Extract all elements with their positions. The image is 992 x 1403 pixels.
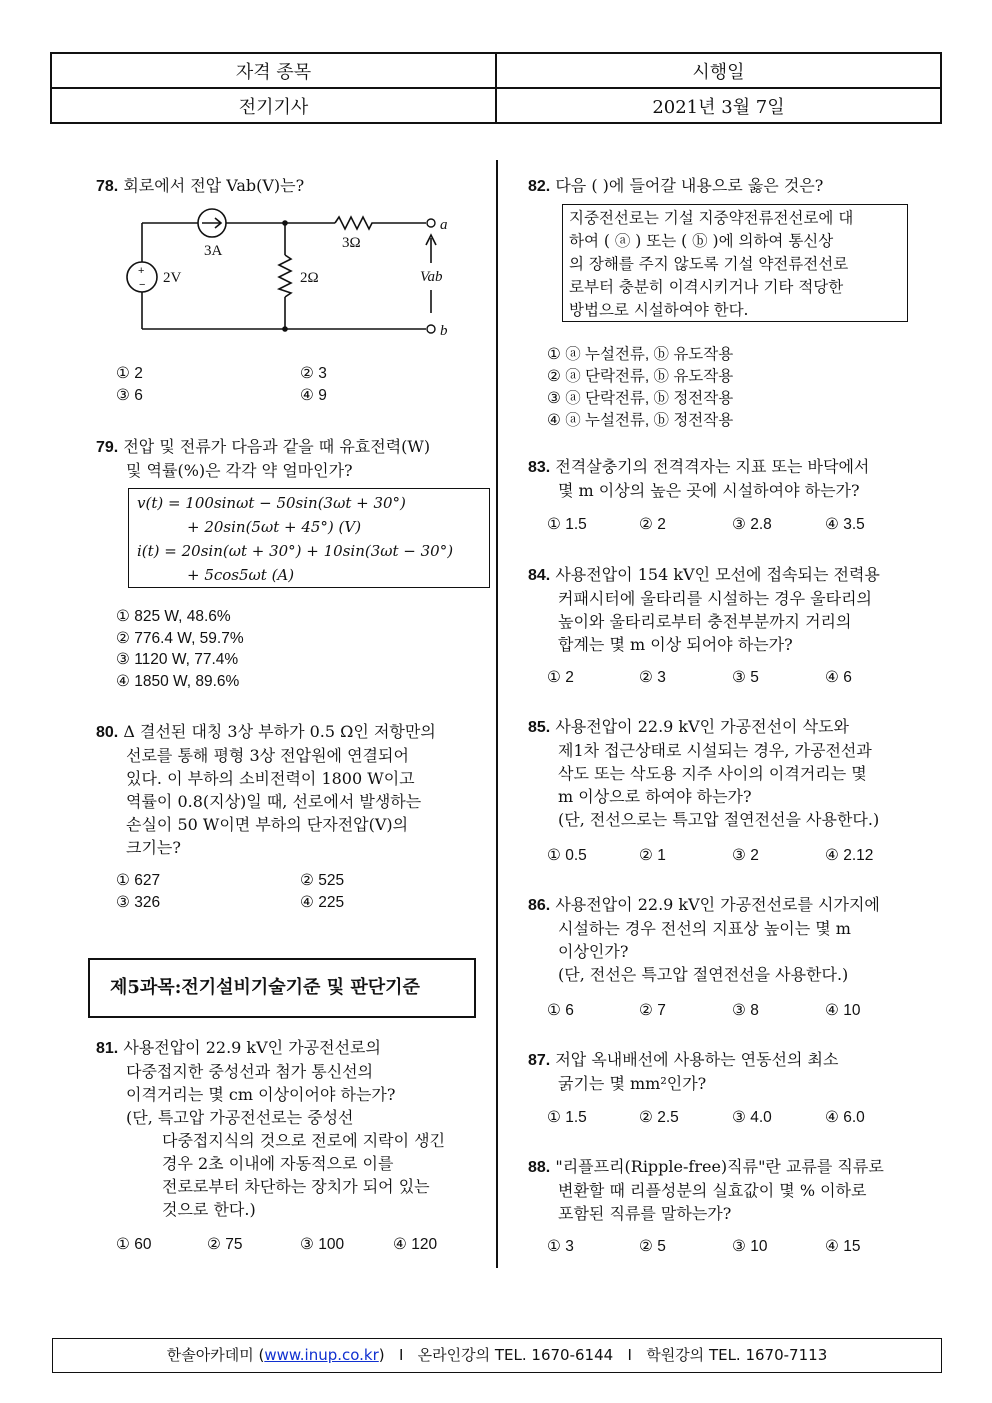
option[interactable]: ④ 6 [825, 669, 852, 686]
question-note: 전로로부터 차단하는 장치가 되어 있는 [162, 1177, 430, 1196]
question-line: 제1차 접근상태로 시설되는 경우, 가공전선과 [558, 741, 872, 760]
question-line: m 이상으로 하여야 하는가? [558, 787, 752, 806]
circuit-diagram [120, 205, 460, 340]
header-date-label: 시행일 [496, 53, 941, 88]
footer-website-link[interactable]: www.inup.co.kr [264, 1346, 379, 1364]
exam-header-table [50, 52, 942, 124]
formula-box-79 [128, 488, 490, 588]
question-80 [96, 720, 436, 859]
svg-text:+: + [138, 265, 145, 277]
question-text: 회로에서 전압 Vab(V)는? [123, 176, 305, 195]
question-number: 79. [96, 439, 119, 456]
option[interactable]: ① 6 [547, 1002, 574, 1019]
option[interactable]: ② 525 [300, 872, 345, 889]
question-number: 78. [96, 178, 119, 195]
option[interactable]: ② 776.4 W, 59.7% [116, 630, 244, 647]
option[interactable]: ④ 2.12 [825, 847, 874, 864]
question-84 [528, 563, 880, 656]
page-footer [52, 1338, 942, 1373]
question-line: 합계는 몇 m 이상 되어야 하는가? [558, 635, 793, 654]
question-number: 83. [528, 459, 551, 476]
question-line: 포함된 직류를 말하는가? [558, 1204, 732, 1223]
option[interactable]: ③ 4.0 [732, 1109, 772, 1126]
footer-academy: 한솔아카데미 ( [166, 1346, 265, 1364]
statement-line: 의 장해를 주지 않도록 기설 약전류전선로 [569, 255, 849, 273]
option[interactable]: ③ 1120 W, 77.4% [116, 651, 239, 668]
question-number: 86. [528, 897, 551, 914]
label-vab: Vab [420, 269, 443, 285]
option[interactable]: ① 0.5 [547, 847, 587, 864]
option[interactable]: ② 7 [639, 1002, 666, 1019]
statement-line: 하여 ( ⓐ ) 또는 ( ⓑ )에 의하여 통신상 [569, 232, 834, 250]
option[interactable]: ① 1.5 [547, 516, 587, 533]
question-line: 시설하는 경우 전선의 지표상 높이는 몇 m [558, 919, 851, 938]
question-79 [96, 435, 430, 482]
option[interactable]: ② 3 [639, 669, 666, 686]
question-line: 손실이 50 W이면 부하의 단자전압(V)의 [126, 815, 409, 834]
option[interactable]: ① 627 [116, 872, 161, 889]
option[interactable]: ① 2 [547, 669, 574, 686]
question-line: 있다. 이 부하의 소비전력이 1800 W이고 [126, 769, 415, 788]
option[interactable]: ③ 5 [732, 669, 759, 686]
svg-text:−: − [139, 279, 146, 291]
statement-box-82 [562, 204, 908, 322]
question-78 [96, 174, 304, 198]
question-83 [528, 455, 869, 502]
option[interactable]: ② 75 [207, 1236, 243, 1253]
option[interactable]: ③ 2 [732, 847, 759, 864]
formula-line: + 5cos5ωt (A) [187, 566, 295, 584]
option[interactable]: ③ 100 [300, 1236, 345, 1253]
question-87 [528, 1048, 838, 1095]
question-line: 커패시터에 울타리를 시설하는 경우 울타리의 [558, 589, 873, 608]
question-number: 80. [96, 724, 119, 741]
statement-line: 방법으로 시설하여야 한다. [569, 301, 749, 319]
label-current-source: 3A [204, 243, 223, 259]
option[interactable]: ② 2 [639, 516, 666, 533]
question-82 [528, 174, 823, 198]
header-date-value: 2021년 3월 7일 [496, 88, 941, 123]
question-line: 몇 m 이상의 높은 곳에 시설하여야 하는가? [558, 481, 860, 500]
question-line: 크기는? [126, 838, 181, 857]
option[interactable]: ④ ⓐ 누설전류, ⓑ 정전작용 [547, 412, 734, 429]
option[interactable]: ① 2 [116, 365, 143, 382]
question-line: 이격거리는 몇 cm 이상이어야 하는가? [126, 1085, 396, 1104]
question-note: 경우 2초 이내에 자동적으로 이를 [162, 1154, 394, 1173]
option[interactable]: ③ 8 [732, 1002, 759, 1019]
option[interactable]: ② 5 [639, 1238, 666, 1255]
formula-line: v(t) = 100sinωt − 50sin(3ωt + 30°) [137, 494, 406, 512]
question-81 [96, 1036, 445, 1221]
option[interactable]: ③ ⓐ 단락전류, ⓑ 정전작용 [547, 390, 734, 407]
label-series-resistor: 3Ω [342, 235, 361, 251]
question-line: 사용전압이 154 kV인 모선에 접속되는 전력용 [555, 565, 880, 584]
question-line: 굵기는 몇 mm²인가? [558, 1074, 707, 1093]
question-line: 및 역률(%)은 각각 약 얼마인가? [126, 461, 353, 480]
question-number: 88. [528, 1159, 551, 1176]
question-note: (단, 전선은 특고압 절연전선을 사용한다.) [558, 965, 849, 984]
statement-line: 지중전선로는 기설 지중약전류전선로에 대 [569, 209, 854, 227]
header-subject-value: 전기기사 [51, 88, 496, 123]
question-88 [528, 1155, 884, 1225]
section-heading: 제5과목:전기설비기술기준 및 판단기준 [88, 958, 476, 1018]
question-number: 84. [528, 567, 551, 584]
question-line: 높이와 울타리로부터 충전부분까지 거리의 [558, 612, 852, 631]
option[interactable]: ④ 10 [825, 1002, 861, 1019]
option[interactable]: ④ 120 [393, 1236, 438, 1253]
question-line: 이상인가? [558, 942, 629, 961]
question-number: 85. [528, 719, 551, 736]
option[interactable]: ④ 9 [300, 387, 327, 404]
label-node-b: b [440, 323, 448, 339]
option[interactable]: ② ⓐ 단락전류, ⓑ 유도작용 [547, 368, 734, 385]
question-note: 다중접지식의 것으로 전로에 지락이 생긴 [162, 1131, 446, 1150]
question-line: 전격살충기의 전격격자는 지표 또는 바닥에서 [555, 457, 870, 476]
footer-contact: ) I 온라인강의 TEL. 1670-6144 I 학원강의 TEL. 1670-7113 [378, 1346, 828, 1364]
option[interactable]: ① 1.5 [547, 1109, 587, 1126]
question-note: (단, 전선으로는 특고압 절연전선을 사용한다.) [558, 810, 880, 829]
question-note: 것으로 한다.) [162, 1200, 256, 1219]
question-line: 사용전압이 22.9 kV인 가공전선로를 시가지에 [555, 895, 880, 914]
question-line: "리플프리(Ripple-free)직류"란 교류를 직류로 [555, 1157, 884, 1176]
question-line: 사용전압이 22.9 kV인 가공전선로의 [123, 1038, 381, 1057]
question-line: 역률이 0.8(지상)일 때, 선로에서 발생하는 [126, 792, 422, 811]
option[interactable]: ① 825 W, 48.6% [116, 608, 231, 625]
question-number: 81. [96, 1040, 119, 1057]
option[interactable]: ① 3 [547, 1238, 574, 1255]
question-line: 선로를 통해 평형 3상 전압원에 연결되어 [126, 746, 409, 765]
label-node-a: a [440, 217, 448, 233]
question-line: 사용전압이 22.9 kV인 가공전선이 삭도와 [555, 717, 849, 736]
option[interactable]: ① 60 [116, 1236, 152, 1253]
label-shunt-resistor: 2Ω [300, 270, 319, 286]
question-line: 저압 옥내배선에 사용하는 연동선의 최소 [555, 1050, 839, 1069]
question-text: 다음 ( )에 들어갈 내용으로 옳은 것은? [555, 176, 824, 195]
question-number: 87. [528, 1052, 551, 1069]
question-line: 전압 및 전류가 다음과 같을 때 유효전력(W) [123, 437, 431, 456]
option[interactable]: ③ 6 [116, 387, 143, 404]
question-85 [528, 715, 879, 831]
formula-line: i(t) = 20sin(ωt + 30°) + 10sin(3ωt − 30°) [137, 542, 454, 560]
option[interactable]: ④ 1850 W, 89.6% [116, 673, 240, 690]
question-line: 다중접지한 중성선과 첨가 통신선의 [126, 1062, 374, 1081]
option[interactable]: ② 1 [639, 847, 666, 864]
option[interactable]: ③ 10 [732, 1238, 768, 1255]
option[interactable]: ② 2.5 [639, 1109, 679, 1126]
question-line: Δ 결선된 대칭 3상 부하가 0.5 Ω인 저항만의 [123, 722, 436, 741]
column-divider [496, 160, 498, 1268]
option[interactable]: ④ 15 [825, 1238, 861, 1255]
option[interactable]: ③ 2.8 [732, 516, 772, 533]
option[interactable]: ③ 326 [116, 894, 161, 911]
question-note: (단, 특고압 가공전선로는 중성선 [126, 1108, 354, 1127]
question-number: 82. [528, 178, 551, 195]
option[interactable]: ④ 6.0 [825, 1109, 865, 1126]
question-86 [528, 893, 880, 986]
option[interactable]: ④ 3.5 [825, 516, 865, 533]
option[interactable]: ② 3 [300, 365, 327, 382]
statement-line: 로부터 충분히 이격시키거나 기타 적당한 [569, 278, 844, 296]
formula-line: + 20sin(5ωt + 45°) (V) [187, 518, 362, 536]
option[interactable]: ① ⓐ 누설전류, ⓑ 유도작용 [547, 346, 734, 363]
question-line: 변환할 때 리플성분의 실효값이 몇 % 이하로 [558, 1181, 867, 1200]
question-line: 삭도 또는 삭도용 지주 사이의 이격거리는 몇 [558, 764, 867, 783]
header-subject-label: 자격 종목 [51, 53, 496, 88]
label-voltage-source: 2V [163, 270, 182, 286]
option[interactable]: ④ 225 [300, 894, 345, 911]
